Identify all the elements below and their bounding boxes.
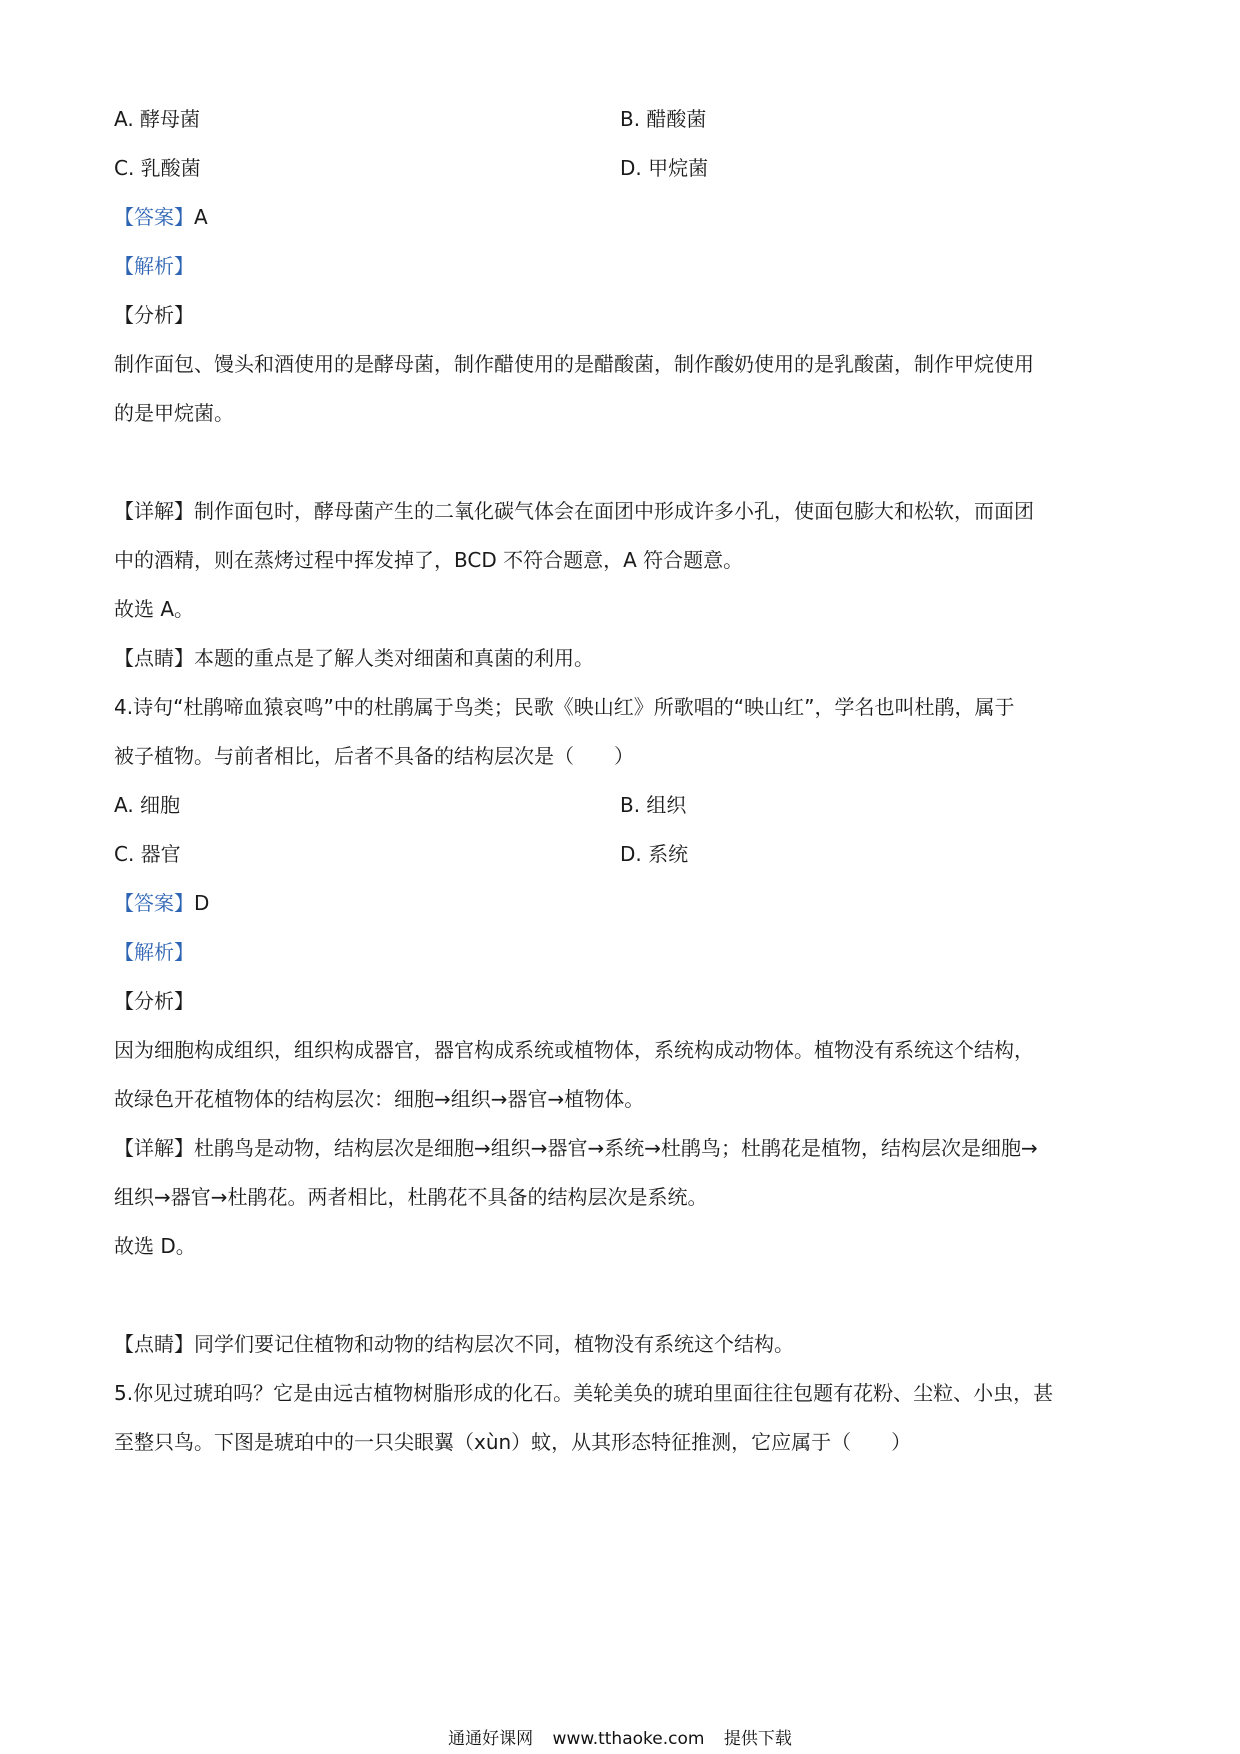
q4-conclusion: 故选 D。 <box>114 1234 196 1258</box>
page-footer <box>0 1728 1240 1750</box>
footer-site-name: 通通好课网 <box>448 1729 534 1749</box>
q3-answer <box>114 203 208 231</box>
answer-value: A <box>194 205 208 229</box>
answer-value: D <box>194 891 210 915</box>
q3-option-d: D. 甲烷菌 <box>620 156 709 180</box>
q4-xiangjie-line-1: 【详解】杜鹃鸟是动物，结构层次是细胞→组织→器官→系统→杜鹃鸟；杜鹃花是植物，结构层次是细胞→ <box>114 1136 1038 1160</box>
q4-fenxi-line-1: 因为细胞构成组织，组织构成器官，器官构成系统或植物体，系统构成动物体。植物没有系统这个结构， <box>114 1038 1034 1062</box>
q3-dianjing: 【点睛】本题的重点是了解人类对细菌和真菌的利用。 <box>114 646 594 670</box>
q3-option-b: B. 醋酸菌 <box>620 107 707 131</box>
q4-fenxi-heading: 【分析】 <box>114 989 194 1013</box>
q4-option-a: A. 细胞 <box>114 793 181 817</box>
q4-dianjing: 【点睛】同学们要记住植物和动物的结构层次不同，植物没有系统这个结构。 <box>114 1332 794 1356</box>
q4-answer <box>114 889 209 917</box>
q5-stem-line-1: 5.你见过琥珀吗？它是由远古植物树脂形成的化石。美轮美奂的琥珀里面往往包题有花粉、尘粒、小虫，甚 <box>114 1381 1054 1405</box>
q3-fenxi-line-2: 的是甲烷菌。 <box>114 401 234 425</box>
q3-fenxi-line-1: 制作面包、馒头和酒使用的是酵母菌，制作醋使用的是醋酸菌，制作酸奶使用的是乳酸菌，制作甲烷使用 <box>114 352 1034 376</box>
q4-option-d: D. 系统 <box>620 842 689 866</box>
q4-jiexi-heading: 【解析】 <box>114 940 194 964</box>
q4-fenxi-line-2: 故绿色开花植物体的结构层次：细胞→组织→器官→植物体。 <box>114 1087 645 1111</box>
footer-note: 提供下载 <box>723 1729 792 1749</box>
q4-option-b: B. 组织 <box>620 793 687 817</box>
q5-stem-line-2: 至整只鸟。下图是琥珀中的一只尖眼翼（xùn）蚊，从其形态特征推测，它应属于（ ） <box>114 1430 912 1454</box>
footer-url[interactable]: www.tthaoke.com <box>552 1729 705 1749</box>
q3-option-a: A. 酵母菌 <box>114 107 201 131</box>
q4-stem-line-1: 4.诗句“杜鹃啼血猿哀鸣”中的杜鹃属于鸟类；民歌《映山红》所歌唱的“映山红”，学名也叫杜鹃，属于 <box>114 695 1015 719</box>
q3-xiangjie-line-1: 【详解】制作面包时，酵母菌产生的二氧化碳气体会在面团中形成许多小孔，使面包膨大和松软，而面团 <box>114 499 1034 523</box>
q4-stem-line-2: 被子植物。与前者相比，后者不具备的结构层次是（ ） <box>114 744 634 768</box>
q3-conclusion: 故选 A。 <box>114 597 195 621</box>
q4-option-c: C. 器官 <box>114 842 181 866</box>
answer-tag: 【答案】 <box>114 205 194 229</box>
q4-xiangjie-line-2: 组织→器官→杜鹃花。两者相比，杜鹃花不具备的结构层次是系统。 <box>114 1185 708 1209</box>
q3-option-c: C. 乳酸菌 <box>114 156 201 180</box>
answer-tag: 【答案】 <box>114 891 194 915</box>
q3-xiangjie-line-2: 中的酒精，则在蒸烤过程中挥发掉了，BCD 不符合题意，A 符合题意。 <box>114 548 744 572</box>
q3-jiexi-heading: 【解析】 <box>114 254 194 278</box>
q3-fenxi-heading: 【分析】 <box>114 303 194 327</box>
